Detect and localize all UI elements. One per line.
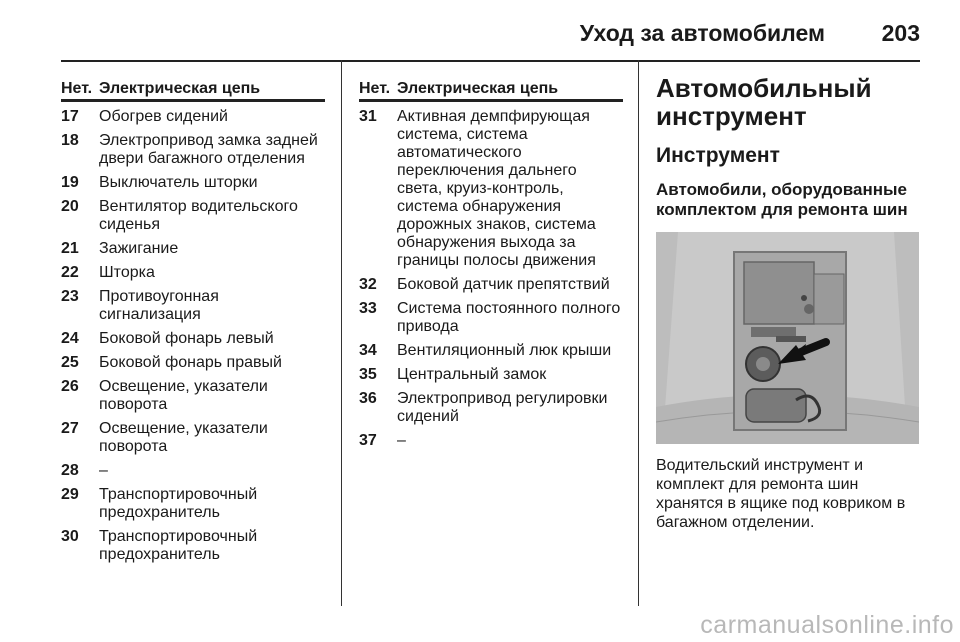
fuse-number: 22	[61, 264, 79, 281]
header-divider	[61, 60, 920, 62]
table-row	[359, 342, 623, 360]
tools-section	[656, 74, 922, 532]
fuse-number: 21	[61, 240, 79, 257]
circuit-description: Выключатель шторки	[99, 174, 258, 191]
watermark: carmanualsonline.info	[700, 611, 954, 639]
circuit-description: Освещение, указатели поворота	[99, 378, 268, 413]
circuit-description: Освещение, указатели поворота	[99, 420, 268, 455]
fuse-number: 17	[61, 108, 79, 125]
table-row	[61, 108, 325, 126]
table-row	[61, 462, 325, 480]
table-row	[61, 528, 325, 564]
table-body	[359, 108, 623, 450]
fuse-number: 34	[359, 342, 377, 359]
table-row	[359, 108, 623, 270]
table-header	[61, 80, 325, 102]
fuse-number: 23	[61, 288, 79, 305]
table-row	[359, 300, 623, 336]
table-row	[61, 486, 325, 522]
fuse-number: 26	[61, 378, 79, 395]
fuse-number: 20	[61, 198, 79, 215]
fuse-number: 18	[61, 132, 79, 149]
fuse-number: 31	[359, 108, 377, 125]
table-row	[359, 390, 623, 426]
page-number: 203	[881, 20, 920, 46]
table-body	[61, 108, 325, 564]
column-divider-1	[341, 60, 342, 606]
fuse-number: 36	[359, 390, 377, 407]
fuse-number: 37	[359, 432, 377, 449]
circuit-description: Зажигание	[99, 240, 179, 257]
circuit-description: Система постоянного полного привода	[397, 300, 621, 335]
circuit-description: Электропривод регулировки сидений	[397, 390, 608, 425]
circuit-description: Транспортировочный предохранитель	[99, 528, 258, 563]
section-heading: Автомобильный инструмент	[656, 73, 872, 131]
caption: Водительский инструмент и комплект для ремонта шин хранятся в ящике под ковриком в багажном отделении.	[656, 457, 906, 531]
fuse-number: 28	[61, 462, 79, 479]
fuse-table-left	[61, 80, 325, 564]
circuit-description: Вентиляционный люк крыши	[397, 342, 612, 359]
circuit-description: Электропривод замка задней двери багажного отделения	[99, 132, 318, 167]
section-subsubheading: Автомобили, оборудованные комплектом для ремонта шин	[656, 180, 908, 219]
table-row	[61, 198, 325, 234]
table-row	[359, 432, 623, 450]
circuit-description: Шторка	[99, 264, 155, 281]
page-title: Уход за автомобилем	[579, 20, 825, 46]
table-row	[61, 378, 325, 414]
col-header-circuit: Электрическая цепь	[397, 80, 559, 97]
table-row	[61, 132, 325, 168]
circuit-description: Активная демпфирующая система, система автоматического переключения дальнего света, круиз-контроль, система обнаружения дорожных знаков, система обнаружения выхода за границы полосы движения	[397, 108, 596, 269]
fuse-number: 27	[61, 420, 79, 437]
circuit-description: Противоугонная сигнализация	[99, 288, 219, 323]
fuse-number: 35	[359, 366, 377, 383]
circuit-description: Вентилятор водительского сиденья	[99, 198, 298, 233]
section-subheading: Инструмент	[656, 144, 780, 167]
trunk-toolbox-illustration	[656, 232, 919, 444]
table-row	[61, 288, 325, 324]
circuit-description: Боковой фонарь левый	[99, 330, 274, 347]
table-row	[359, 276, 623, 294]
fuse-number: 32	[359, 276, 377, 293]
table-row	[61, 420, 325, 456]
circuit-description: Транспортировочный предохранитель	[99, 486, 258, 521]
circuit-description: –	[397, 432, 406, 449]
circuit-description: Боковой фонарь правый	[99, 354, 282, 371]
fuse-number: 24	[61, 330, 79, 347]
col-header-circuit: Электрическая цепь	[99, 80, 261, 97]
col-header-no: Нет.	[359, 80, 391, 97]
table-row	[359, 366, 623, 384]
table-row	[61, 330, 325, 348]
circuit-description: Боковой датчик препятствий	[397, 276, 610, 293]
table-row	[61, 240, 325, 258]
circuit-description: –	[99, 462, 108, 479]
fuse-number: 30	[61, 528, 79, 545]
fuse-number: 19	[61, 174, 79, 191]
table-row	[61, 354, 325, 372]
fuse-table-middle	[359, 80, 623, 450]
table-header	[359, 80, 623, 102]
circuit-description: Центральный замок	[397, 366, 547, 383]
fuse-number: 29	[61, 486, 79, 503]
fuse-number: 25	[61, 354, 79, 371]
column-divider-2	[638, 60, 639, 606]
table-row	[61, 264, 325, 282]
fuse-number: 33	[359, 300, 377, 317]
table-row	[61, 174, 325, 192]
col-header-no: Нет.	[61, 80, 93, 97]
circuit-description: Обогрев сидений	[99, 108, 228, 125]
